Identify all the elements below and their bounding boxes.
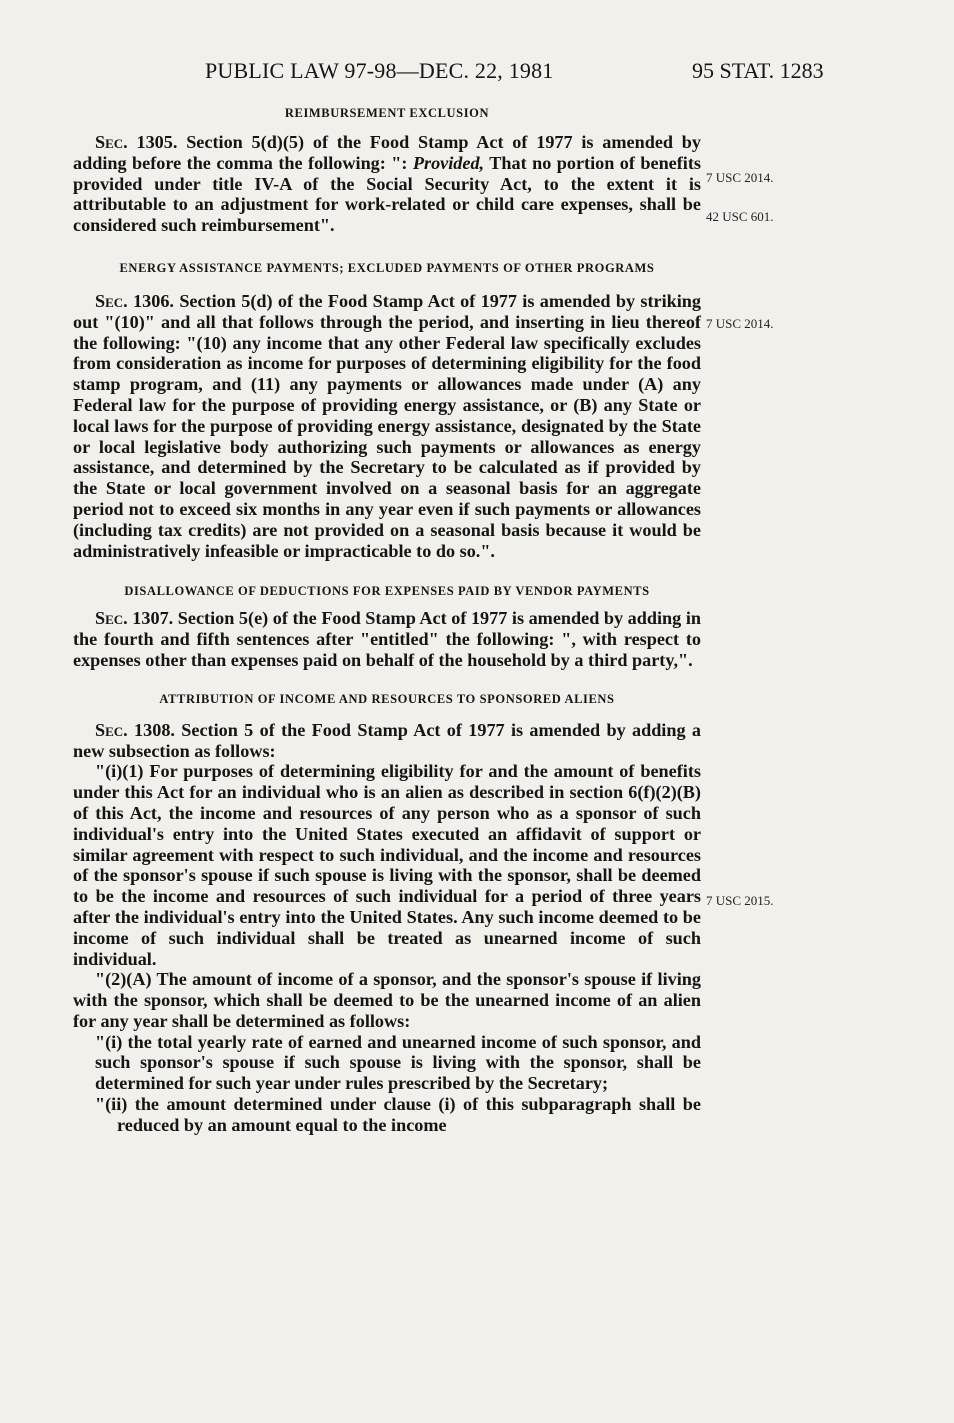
section-text: Section 5(d)(5) of the Food Stamp Act of 1977 is amended by adding before the comma the following: ": [73, 132, 701, 173]
section-text: Section 5(e) of the Food Stamp Act of 1977 is amended by adding in the fourth and fifth sentences after "entitled" the following: ", with respect to expenses other than expenses paid on behalf of the household by a third party,". [73, 608, 701, 670]
section-label: Sec. 1305. [95, 132, 178, 152]
margin-note-usc: 7 USC 2015. [706, 893, 774, 908]
running-header-law: PUBLIC LAW 97-98—DEC. 22, 1981 [205, 58, 554, 83]
section-1305-paragraph [73, 132, 701, 236]
section-text: Section 5 of the Food Stamp Act of 1977 is amended by adding a new subsection as follows: [73, 719, 701, 761]
margin-note-usc: 7 USC 2014. [706, 170, 774, 185]
section-label: Sec. 1308. [95, 719, 175, 740]
clause-ii-paragraph: "(ii) the amount determined under clause (i) of this subparagraph shall be reduced by an amount equal to the income [95, 1094, 701, 1135]
clause-i-paragraph: "(i) the total yearly rate of earned and unearned income of such sponsor, and such sponsor's spouse if such spouse is living with the sponsor, shall be determined for such year under rules prescribed by the Secretary; [95, 1031, 701, 1094]
section-label: Sec. 1307. [95, 608, 174, 629]
section-label: Sec. 1306. [95, 290, 174, 311]
section-heading: ENERGY ASSISTANCE PAYMENTS; EXCLUDED PAYMENTS OF OTHER PROGRAMS [119, 260, 655, 275]
section-text: Section 5(d) of the Food Stamp Act of 1977 is amended by striking out "(10)" and all that follows through the period, and inserting in lieu thereof the following: "(10) any income that any other Federal law specifically excludes from consideration as income for purposes of determining eligibility for the food stamp program, and (11) any payments or allowances made under (A) any Federal law for the purpose of providing energy assistance, or (B) any State or local laws for the purpose of providing energy assistance, designated by the State or local legislative body authorizing such payments or allowances as energy assistance, and determined by the Secretary to be calculated as if provided by the State or local government involved on a seasonal basis for an aggregate period not to exceed six months in any year even if such payments or allowances (including tax credits) are not provided on a seasonal basis because it would be administratively infeasible or impracticable to do so.". [73, 290, 701, 561]
section-1307-paragraph [73, 608, 701, 670]
section-1308-paragraph [73, 720, 701, 762]
subsection-i1-paragraph: "(i)(1) For purposes of determining eligibility for and the amount of benefits under this Act for an individual who is an alien as described in section 6(f)(2)(B) of this Act, the income and resources of any person who as a sponsor of such individual's entry into the United States executed an affidavit of support or similar agreement with respect to such individual, and the income and resources of the sponsor's spouse if such spouse is living with the sponsor, shall be deemed to be the income and resources of such individual for a period of three years after the individual's entry into the United States. Any such income deemed to be income of such individual shall be treated as unearned income of such individual. [73, 761, 701, 969]
section-heading: DISALLOWANCE OF DEDUCTIONS FOR EXPENSES PAID BY VENDOR PAYMENTS [124, 584, 650, 599]
section-1306-paragraph [73, 291, 701, 561]
section-text: That no portion of benefits provided under title IV-A of the Social Security Act, to the extent it is attributable to an adjustment for work-related or child care expenses, shall be considered such reimbursement". [73, 152, 701, 236]
running-header-stat: 95 STAT. 1283 [692, 58, 824, 83]
italic-term: Provided, [412, 152, 485, 173]
margin-note-usc: 7 USC 2014. [706, 316, 774, 331]
section-heading: ATTRIBUTION OF INCOME AND RESOURCES TO SPONSORED ALIENS [159, 691, 615, 706]
subsection-2a-paragraph: "(2)(A) The amount of income of a sponsor, and the sponsor's spouse if living with the sponsor, which shall be deemed to be the unearned income of an alien for any year shall be determined as follows: [73, 969, 701, 1031]
margin-note-usc: 42 USC 601. [706, 209, 774, 224]
document-body [73, 105, 701, 1136]
section-heading: REIMBURSEMENT EXCLUSION [284, 106, 490, 120]
